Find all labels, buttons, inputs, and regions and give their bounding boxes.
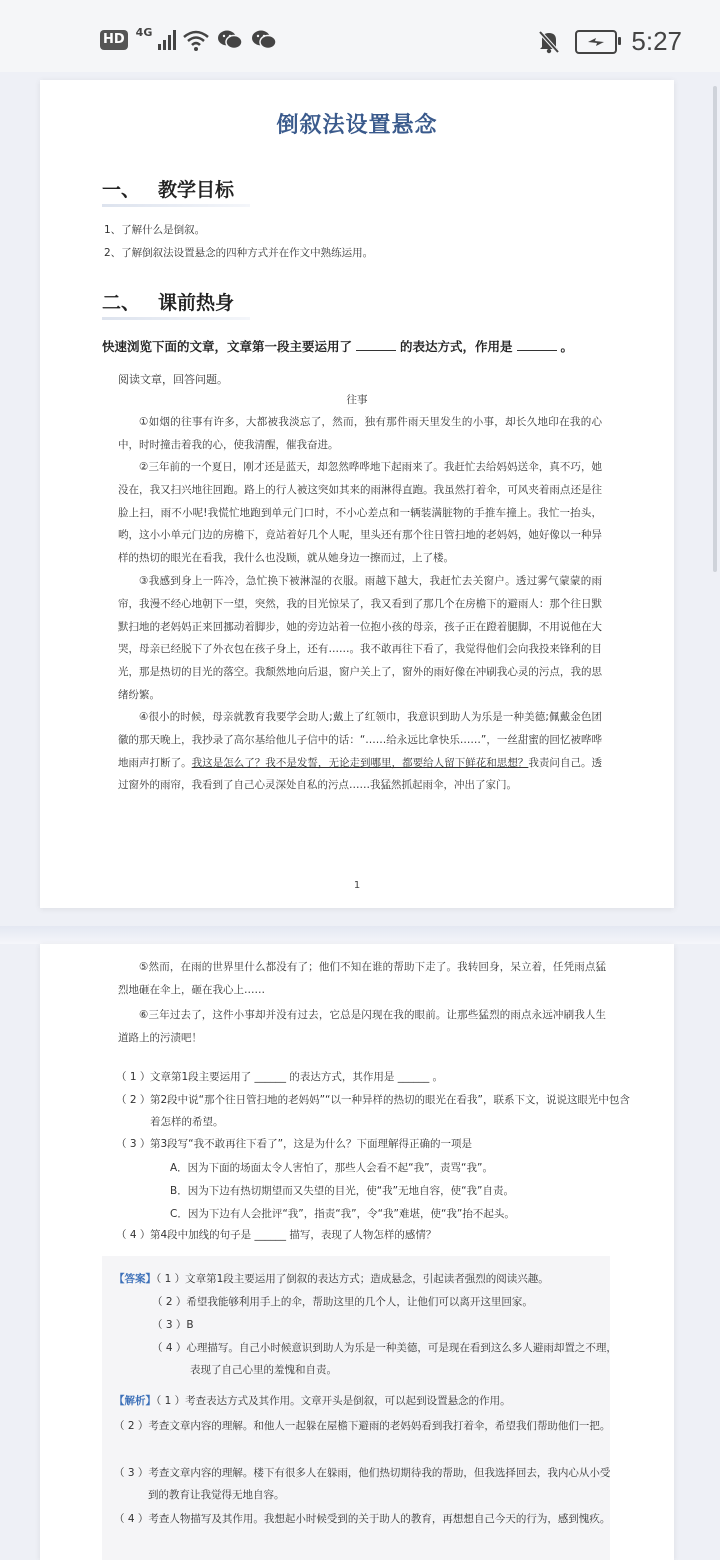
page-separator (0, 926, 720, 944)
answer-blank (517, 340, 557, 351)
analysis-2: （ 2 ）考查文章内容的理解。和他人一起躲在屋檐下避雨的老妈妈看到我打着伞，希望我们帮助他们一把。 (114, 1420, 611, 1432)
article-paragraph-6: ⑥三年过去了，这件小事却并没有过去，它总是闪现在我的眼前。让那些猛烈的雨点永远冲刷我人生道路上的污渍吧！ (118, 1009, 606, 1044)
article-paragraph-3: ③我感到身上一阵冷，急忙换下被淋湿的衣服。雨越下越大，我赶忙去关窗户。透过雾气蒙蒙的雨帘，我漫不经心地朝下一望，突然，我的目光惊呆了，我又看到了那几个在房檐下的避雨人：那个往日默默扫地的老妈妈正来回挪动着脚步，她的旁边站着一位抱小孩的母亲，孩子正在蹬着腿脚，不用说他在大哭，母亲已经脱下了外衣包在孩子身上，还有……。我不敢再往下看了，我觉得他们会向我投来锋利的目光，那是热切的目光的落空。我颓然地向后退，窗户关上了，窗外的雨好像在冲刷我心灵的污点，我的思绪纷繁。 (118, 575, 602, 701)
option-b: B．因为下边有热切期望而又失望的目光，使“我”无地自容，使“我”自责。 (170, 1185, 514, 1197)
question-1: （ 1 ）文章第1段主要运用了 ______ 的表达方式，其作用是 ______ 。 (116, 1071, 444, 1083)
answer-1: 【答案】（ 1 ）文章第1段主要运用了倒叙的表达方式；造成悬念，引起读者强烈的阅读兴趣。 (114, 1273, 549, 1285)
answer-4: （ 4 ）心理描写。自己小时候意识到助人为乐是一种美德，可是现在看到这么多人避雨却置之不理，表现了自己心里的羞愧和自责。 (152, 1342, 617, 1376)
question-2: （ 2 ）第2段中说“那个往日管扫地的老妈妈”“以一种异样的热切的眼光在看我”，联系下文，说说这眼光中包含着怎样的希望。 (116, 1094, 630, 1128)
answer-blank (356, 340, 396, 351)
article-paragraph-2: ②三年前的一个夏日，刚才还是蓝天，却忽然哗哗地下起雨来了。我赶忙去给妈妈送伞，真不巧，她没在，我又扫兴地往回跑。路上的行人被这突如其来的雨淋得直跑。我虽然打着伞，可风夹着雨点还是往脸上扫，雨不小呢!我慌忙地跑到单元门口时，不小心差点和一辆装满脏物的手推车撞上。我忙一抬头，哟，这小小单元门边的房檐下，竟站着好几个人呢，里头还有那个往日管扫地的老妈妈，她好像以一种异样的热切的眼光在看我，我什么也没顾，就从她身边一擦而过，上了楼。 (118, 461, 602, 565)
article-paragraph-5: ⑤然而，在雨的世界里什么都没有了；他们不知在谁的帮助下走了。我转回身，呆立着，任凭雨点猛烈地砸在伞上，砸在我心上…… (118, 961, 606, 996)
objective-1: 1、了解什么是倒叙。 (104, 224, 206, 236)
analysis-3: （ 3 ）考查文章内容的理解。楼下有很多人在躲雨，他们热切期待我的帮助，但我选择回去，我内心从小受到的教育让我觉得无地自容。 (114, 1467, 611, 1501)
answer-3: （ 3 ）B (152, 1319, 194, 1331)
wechat-icon-2 (250, 28, 278, 52)
objective-2: 2、了解倒叙法设置悬念的四种方式并在作文中熟练运用。 (104, 247, 374, 259)
question-3: （ 3 ）第3段写“我不敢再往下看了”，这是为什么？下面理解得正确的一项是 (116, 1138, 473, 1150)
battery-charging-icon (575, 30, 617, 54)
option-c: C．因为下边有人会批评“我”，指责“我”，令“我”难堪，使“我”抬不起头。 (170, 1208, 515, 1220)
section-heading-objectives: 一、 教学目标 (102, 179, 235, 201)
section-underline (102, 204, 250, 207)
answer-box (102, 1256, 617, 1560)
warmup-question: 快速浏览下面的文章，文章第一段主要运用了 的表达方式，作用是 。 (102, 339, 574, 354)
answer-2: （ 2 ）希望我能够利用手上的伞，帮助这里的几个人，让他们可以离开这里回家。 (152, 1296, 533, 1308)
hd-badge: HD (100, 30, 128, 50)
article-paragraph-1: ①如烟的往事有许多，大都被我淡忘了，然而，独有那件雨天里发生的小事，却长久地印在我的心中，时时撞击着我的心，使我清醒，催我奋进。 (118, 416, 602, 451)
document-title: 倒叙法设置悬念 (276, 113, 438, 138)
analysis-4: （ 4 ）考查人物描写及其作用。我想起小时候受到的关于助人的教育，再想想自己今天的行为，感到愧疚。 (114, 1513, 611, 1525)
option-a: A．因为下面的场面太令人害怕了，那些人会看不起“我”，责骂“我”。 (170, 1162, 493, 1174)
article-title: 往事 (346, 394, 368, 406)
section-underline (102, 317, 250, 320)
wifi-icon (182, 28, 210, 52)
article-paragraph-4: ④很小的时候，母亲就教育我要学会助人;戴上了红领巾，我意识到助人为乐是一种美德;佩戴金色团徽的那天晚上，我抄录了高尔基给他儿子信中的话：“……给永远比拿快乐……”，一丝甜蜜的回忆被哗哗地雨声打断了。我这是怎么了？我不是发誓，无论走到哪里，都要给人留下鲜花和思想？我责问自己。透过窗外的雨帘，我看到了自己心灵深处自私的污点……我猛然抓起雨伞，冲出了家门。 (118, 711, 603, 792)
document-page-2 (40, 944, 674, 1560)
page-number: 1 (353, 880, 361, 891)
wechat-icon (216, 28, 244, 52)
clock: 5:27 (631, 26, 682, 56)
document-page-1 (40, 80, 674, 908)
mute-bell-icon (537, 29, 561, 55)
underlined-sentence: 我这是怎么了？我不是发誓，无论走到哪里，都要给人留下鲜花和思想？ (191, 756, 529, 769)
network-type: 4G (135, 25, 153, 39)
question-4: （ 4 ）第4段中加线的句子是 ______ 描写，表现了人物怎样的感情？ (116, 1229, 437, 1241)
status-bar (0, 0, 720, 72)
scrollbar[interactable] (713, 86, 717, 572)
instruction-text: 阅读文章，回答问题。 (118, 373, 228, 386)
section-heading-warmup: 二、 课前热身 (102, 292, 235, 314)
signal-icon (158, 30, 176, 50)
analysis-1: 【解析】（ 1 ）考查表达方式及其作用。文章开头是倒叙，可以起到设置悬念的作用。 (114, 1395, 511, 1407)
